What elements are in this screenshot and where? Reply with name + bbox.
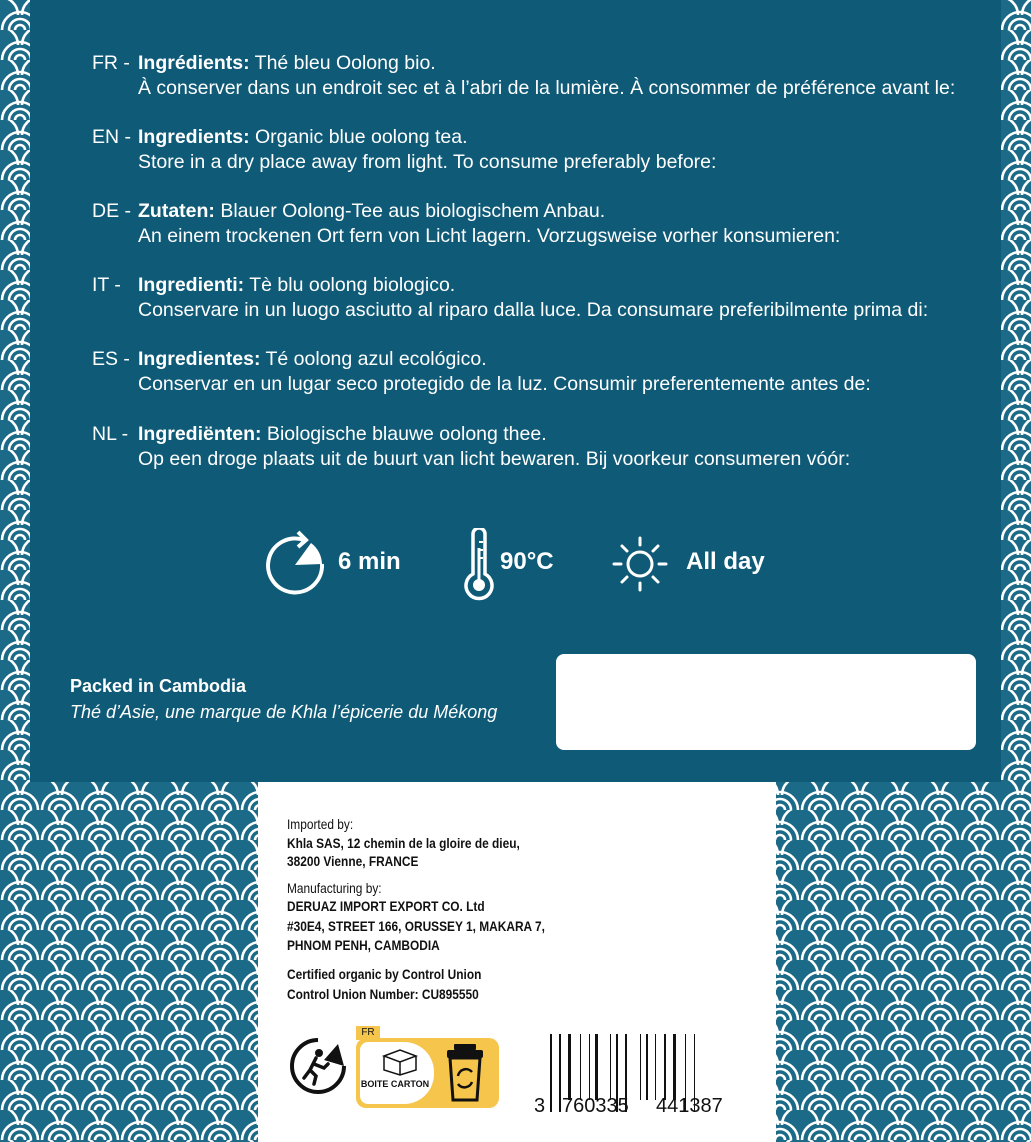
manufacturer-line: PHNOM PENH, CAMBODIA — [287, 937, 440, 953]
storage-text: An einem trockenen Ort fern von Licht lagern. Vorzugsweise vorher konsumieren: — [138, 225, 841, 247]
storage-text: Conservare in un luogo asciutto al riparo dalla luce. Da consumare preferibilmente prima di: — [138, 299, 929, 321]
storage-text: Conservar en un lugar seco protegido de la luz. Consumir preferentemente antes de: — [138, 373, 871, 395]
timer-icon — [264, 530, 328, 596]
barcode-digits-right: 441387 — [656, 1095, 723, 1117]
thermometer-icon — [462, 528, 496, 602]
ingredients-text: Blauer Oolong-Tee aus biologischem Anbau. — [214, 200, 606, 222]
ingredients-label: Zutaten: — [138, 200, 215, 222]
triman-recycling-icon — [288, 1036, 348, 1096]
brew-time: 6 min — [338, 548, 401, 575]
carton-box-icon — [380, 1046, 420, 1076]
barcode-bar — [664, 1034, 666, 1100]
badge-label: BOITE CARTON — [360, 1079, 430, 1089]
language-code: DE - — [92, 200, 131, 222]
manufacturing-label: Manufacturing by: — [287, 880, 382, 896]
brewing-instructions — [30, 528, 1001, 608]
ingredients-text: Thé bleu Oolong bio. — [249, 52, 436, 74]
barcode-bar — [550, 1034, 552, 1112]
language-code: IT - — [92, 274, 121, 296]
recycling-badge — [356, 1026, 499, 1108]
ingredients-line — [138, 421, 547, 447]
language-code: NL - — [92, 423, 129, 445]
manufacturer-line: #30E4, STREET 166, ORUSSEY 1, MAKARA 7, — [287, 918, 545, 934]
barcode-bar — [568, 1034, 571, 1100]
barcode-bar — [610, 1034, 611, 1100]
importer-line: Khla SAS, 12 chemin de la gloire de dieu, — [287, 835, 520, 851]
sun-icon — [610, 532, 670, 592]
barcode-bar — [655, 1034, 656, 1100]
barcode-digits-left: 760335 — [562, 1095, 629, 1117]
barcode-bar — [673, 1034, 676, 1100]
storage-text: Op een droge plaats uit de buurt van licht bewaren. Bij voorkeur consumeren vóór: — [138, 448, 851, 470]
barcode-bar — [559, 1034, 561, 1112]
ingredients-line — [138, 198, 605, 224]
barcode-bar — [580, 1034, 581, 1100]
brew-temperature: 90°C — [500, 548, 554, 575]
ingredients-line — [138, 346, 487, 372]
brand-line: Thé d’Asie, une marque de Khla l’épicerie du Mékong — [70, 702, 498, 722]
ingredients-text: Té oolong azul ecológico. — [260, 348, 487, 370]
ingredients-line — [138, 272, 455, 298]
storage-text: Store in a dry place away from light. To consume preferably before: — [138, 151, 717, 173]
ingredients-text: Organic blue oolong tea. — [249, 126, 468, 148]
ingredients-label: Ingrédients: — [138, 52, 250, 74]
ingredients-text: Biologische blauwe oolong thee. — [261, 423, 547, 445]
ingredients-label: Ingrediënten: — [138, 423, 262, 445]
language-code: ES - — [92, 348, 130, 370]
date-box — [556, 654, 976, 750]
info-panel — [30, 0, 1001, 782]
badge-country: FR — [356, 1026, 380, 1040]
barcode-bar — [589, 1034, 590, 1100]
ingredients-text: Tè blu oolong biologico. — [244, 274, 456, 296]
ingredients-line — [138, 124, 468, 150]
language-code: EN - — [92, 126, 131, 148]
ingredients-label: Ingredients: — [138, 126, 250, 148]
ingredients-line — [138, 50, 436, 76]
barcode-digit: 3 — [534, 1095, 546, 1117]
certified-number: Control Union Number: CU895550 — [287, 986, 479, 1002]
ingredients-label: Ingredientes: — [138, 348, 261, 370]
ingredients-label: Ingredienti: — [138, 274, 245, 296]
barcode-bar — [646, 1034, 648, 1100]
manufacturer-line: DERUAZ IMPORT EXPORT CO. Ltd — [287, 898, 485, 914]
barcode-bar — [640, 1034, 641, 1100]
packed-in: Packed in Cambodia — [70, 676, 247, 696]
brew-moment: All day — [686, 548, 765, 575]
barcode-bar — [595, 1034, 598, 1100]
recycling-bin-icon — [444, 1042, 486, 1104]
importer-line: 38200 Vienne, FRANCE — [287, 853, 419, 869]
certified-line: Certified organic by Control Union — [287, 966, 482, 982]
language-code: FR - — [92, 52, 130, 74]
imported-label: Imported by: — [287, 816, 354, 832]
import-sticker — [258, 782, 776, 1142]
storage-text: À conserver dans un endroit sec et à l’abri de la lumière. À consommer de préférence avant le: — [138, 77, 956, 99]
